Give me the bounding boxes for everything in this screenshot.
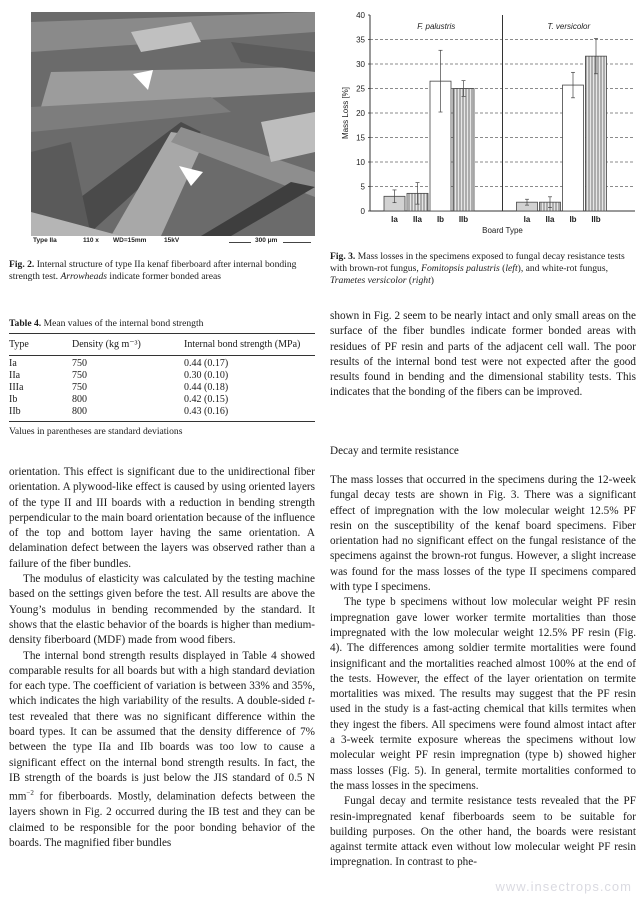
paragraph: Fungal decay and termite resistance tests revealed that the PF resin-impregnated kenaf fiberboards seem to be suitable for building purposes. On the other hand, the boards were resistant against termite attack even without low molecular weight PF resin impregnation. In contrast to phe- <box>330 795 636 869</box>
table-cell: 750 <box>72 382 87 393</box>
x-tick-label: Ib <box>569 215 577 224</box>
caption-text: ( <box>406 275 413 286</box>
bar <box>563 85 584 211</box>
table-cell: 0.30 (0.10) <box>184 370 229 381</box>
panel-title: F. palustris <box>417 22 456 31</box>
table-title-text: Mean values of the internal bond strength <box>41 318 204 329</box>
right-column-text <box>330 473 636 871</box>
sem-working-distance: WD=15mm <box>113 237 147 244</box>
table-row <box>9 406 315 418</box>
paragraph: The type b specimens without low molecular weight PF resin impregnation gave lower worker termite mortalities than those impregnated with the low molecular weight 12.5% PF resin (Fig. 4). The differences among soldier termite mortalities were found insignificant and the mortalities reached almost 100% at the end of the tests. However, the effect of the layer orientation on termite mortalities was mixed. The results may suggest that the PF resin used in the study is a fast-acting chemical that kills termites when they ingest the fibers. All specimens were found almost intact after a 3-week termite exposure whereas the specimens without low molecular weight PF resin impregnation (type b) showed higher mass losses (Fig. 5). In general, termite mortalities conformed to the mass losses in the specimens. <box>330 596 636 792</box>
text-run: for fiberboards. Mostly, delamination defects between the layers shown in Fig. 2 occurred during the IB test and they can be claimed to be responsible for the poor bonding behavior of the boards. The magnified fiber bundles <box>9 790 315 849</box>
table-row <box>9 358 315 370</box>
sem-type: Type IIa <box>33 237 57 244</box>
x-tick-label: IIb <box>458 215 469 224</box>
y-tick-label: 0 <box>360 207 365 216</box>
caption-text: indicate former bonded areas <box>107 271 222 282</box>
caption-text: ( <box>499 263 506 274</box>
paragraph: The mass losses that occurred in the specimens during the 12-week fungal decay tests are shown in Fig. 3. There was a significant effect of impregnation with the low molecular weight 12.5% PF resin on the susceptibility of the kenaf board specimens. Fiber orientation had no significant effect on the fungal resistance of the specimens against the brown-rot fungus. However, a slight increase was found for the mass losses of the type II specimens compared with type I specimens. <box>330 474 636 594</box>
caption-text: Internal structure of type IIa kenaf fiberboard after internal bonding strength test. <box>9 259 297 282</box>
y-tick-label: 35 <box>356 35 365 45</box>
table-header-cell: Density (kg m⁻³) <box>72 339 141 350</box>
table-cell: 800 <box>72 406 87 417</box>
table-cell: IIb <box>9 406 21 417</box>
caption-italic: Fomitopsis palustris <box>421 263 500 274</box>
paragraph <box>9 649 315 852</box>
y-tick-label: 30 <box>356 60 365 69</box>
figure-2-sem-image <box>31 12 315 236</box>
table-cell: 750 <box>72 370 87 381</box>
figure-3-chart <box>330 0 640 240</box>
x-tick-label: Ia <box>391 215 398 224</box>
x-tick-label: Ib <box>436 215 445 224</box>
x-tick-label: IIb <box>591 215 601 224</box>
x-tick-label: IIa <box>413 215 422 224</box>
table-cell: Ia <box>9 358 17 369</box>
left-column-text <box>9 465 315 851</box>
paragraph: The modulus of elasticity was calculated by the testing machine based on the settings given before the test. All results are above the Young’s modulus in bending recommended by the standard. It shows that the elastic behavior of the boards is higher than medium-density fiberboard (MDF) made from wood fibers. <box>9 573 315 647</box>
table-cell: 0.43 (0.16) <box>184 406 229 417</box>
scale-bar-right <box>283 242 311 243</box>
caption-text: Mass losses in the specimens exposed to fungal decay resistance tests with brown-rot fungus, <box>330 251 625 274</box>
table-bottom-rule <box>9 421 315 422</box>
figure-3-caption <box>330 251 636 287</box>
table-cell: 750 <box>72 358 87 369</box>
bar <box>453 89 474 212</box>
y-tick-label: 5 <box>360 182 365 192</box>
table-cell: IIIa <box>9 382 24 393</box>
table-header-row <box>9 334 315 355</box>
caption-italic: right <box>412 275 431 286</box>
paragraph: shown in Fig. 2 seem to be nearly intact and only small areas on the surface of the fiber bundles indicate former bonded areas with residues of PF resin and parts of the adjacent cell wall. The poor results of the internal bond test were not expected after the good results found in bending and the dimensional stability tests. This indicates that the bonding of the fibers can be improved. <box>330 310 636 399</box>
caption-italic: Arrowheads <box>60 271 107 282</box>
text-run: -test revealed that there was no significant difference within the board types. It can be assumed that the density difference of 7% between the type IIa and IIb boards was too low to cause a significant effect on the internal bond strength results. In fact, the IB strength of the boards is just below the JIS standard of 0.5 N mm <box>9 695 315 803</box>
figure-2-caption <box>9 259 314 283</box>
caption-label: Fig. 3. <box>330 251 356 262</box>
caption-italic: left <box>505 263 518 274</box>
x-axis-label: Board Type <box>482 226 523 235</box>
right-column-text-top <box>330 309 636 401</box>
table-4 <box>9 318 315 437</box>
superscript: −2 <box>26 789 34 798</box>
y-tick-label: 25 <box>356 84 365 94</box>
paragraph: orientation. This effect is significant due to the unidirectional fiber orientation. A plywood-like effect is caused by using oriented layers of the type II and III boards with a reduction in bending strength perpendicular to the main board orientation because of the influence of the top and bottom layer having the same orientation. A delamination defect between the layers was observed rather than a failure of the fiber bundles. <box>9 466 315 570</box>
bar <box>586 56 607 211</box>
sem-info-bar <box>31 236 315 248</box>
table-cell: 800 <box>72 394 87 405</box>
table-cell: IIa <box>9 370 21 381</box>
y-tick-label: 10 <box>356 158 365 167</box>
scale-bar-left <box>229 242 251 243</box>
caption-italic: Trametes versicolor <box>330 275 407 286</box>
table-cell: 0.42 (0.15) <box>184 394 229 405</box>
text-run: The internal bond strength results displayed in Table 4 showed comparable results for all boards but with a high standard deviation for each type. The coefficient of variation is between 33% and 35%, which indicates the high variability of the results. A double-sided <box>9 649 315 708</box>
table-cell: 0.44 (0.18) <box>184 382 229 393</box>
panel-title: T. versicolor <box>547 22 591 31</box>
table-row <box>9 382 315 394</box>
table-cell: Ib <box>9 394 18 405</box>
caption-text: ) <box>430 275 434 286</box>
mass-loss-bar-chart <box>330 0 640 240</box>
y-tick-label: 15 <box>356 133 365 143</box>
table-body <box>9 356 315 421</box>
table-footnote: Values in parentheses are standard deviations <box>9 426 183 437</box>
table-row <box>9 394 315 406</box>
y-axis-label: Mass Loss [%] <box>341 86 350 140</box>
watermark: www.insectrops.com <box>495 879 632 894</box>
text-run-italic: t <box>308 695 312 708</box>
sem-micrograph <box>31 12 315 236</box>
table-header-cell: Type <box>9 339 29 350</box>
y-tick-label: 20 <box>356 109 365 118</box>
caption-label: Fig. 2. <box>9 259 35 270</box>
x-tick-label: Ia <box>523 215 531 224</box>
table-row <box>9 370 315 382</box>
table-cell: 0.44 (0.17) <box>184 358 229 369</box>
table-title <box>9 318 315 329</box>
y-tick-label: 40 <box>356 11 365 20</box>
x-tick-label: IIa <box>545 215 555 224</box>
table-header-cell: Internal bond strength (MPa) <box>184 339 301 350</box>
caption-text: ), and white-rot fungus, <box>517 263 608 274</box>
table-label: Table 4. <box>9 318 42 329</box>
sem-voltage: 15kV <box>164 237 180 244</box>
sem-scale-label: 300 μm <box>255 237 278 244</box>
section-heading: Decay and termite resistance <box>330 445 459 457</box>
sem-magnification: 110 x <box>83 237 99 244</box>
